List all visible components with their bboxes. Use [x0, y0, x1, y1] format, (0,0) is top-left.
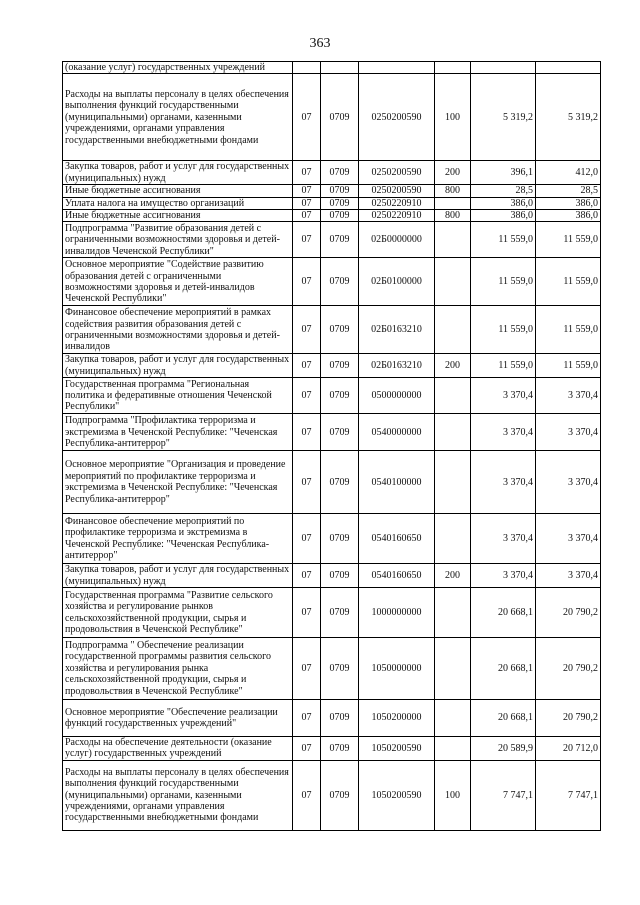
- cell-vr: [435, 588, 471, 638]
- cell-name: Расходы на обеспечение деятельности (оказание услуг) государственных учреждений: [63, 737, 293, 761]
- cell-vr: 200: [435, 564, 471, 588]
- cell-v1: 20 668,1: [471, 700, 536, 737]
- cell-name: Уплата налога на имущество организаций: [63, 197, 293, 209]
- cell-sub: 0709: [321, 210, 359, 222]
- cell-vr: [435, 737, 471, 761]
- cell-v1: 7 747,1: [471, 760, 536, 830]
- cell-v2: 3 370,4: [536, 414, 601, 451]
- cell-csr: 0540100000: [359, 451, 435, 514]
- cell-sec: 07: [293, 588, 321, 638]
- cell-sec: 07: [293, 760, 321, 830]
- cell-v2: 20 790,2: [536, 588, 601, 638]
- cell-sec: 07: [293, 700, 321, 737]
- cell-name: Подпрограмма " Обеспечение реализации государственной программы развития сельского хозяйства и регулирования рынка сельскохозяйственной продукции, сырья и продовольствия в Чеченской Республике": [63, 638, 293, 700]
- table-row: [63, 74, 601, 161]
- cell-name: Основное мероприятие "Содействие развитию образования детей с ограниченными возможностями здоровья и детей-инвалидов Чеченской Республики": [63, 258, 293, 306]
- cell-csr: 0500000000: [359, 378, 435, 414]
- cell-v1: 28,5: [471, 185, 536, 197]
- page-number: 363: [309, 36, 331, 51]
- cell-vr: [435, 222, 471, 258]
- table-row: [63, 737, 601, 761]
- cell-sub: 0709: [321, 564, 359, 588]
- cell-name: Государственная программа "Региональная политика и федеративные отношения Чеченской Республики": [63, 378, 293, 414]
- cell-v1: 3 370,4: [471, 451, 536, 514]
- table-row: [63, 161, 601, 185]
- cell-v2: 7 747,1: [536, 760, 601, 830]
- table-row: [63, 414, 601, 451]
- table-row: [63, 62, 601, 74]
- cell-v1: 20 668,1: [471, 588, 536, 638]
- cell-v1: 386,0: [471, 197, 536, 209]
- cell-name: Закупка товаров, работ и услуг для государственных (муниципальных) нужд: [63, 564, 293, 588]
- table-row: [63, 222, 601, 258]
- cell-vr: 200: [435, 161, 471, 185]
- cell-sub: 0709: [321, 306, 359, 354]
- cell-sec: 07: [293, 378, 321, 414]
- cell-vr: [435, 451, 471, 514]
- table-row: [63, 514, 601, 564]
- cell-v2: 386,0: [536, 197, 601, 209]
- cell-sub: 0709: [321, 414, 359, 451]
- budget-table: [62, 61, 601, 831]
- cell-sub: 0709: [321, 185, 359, 197]
- cell-csr: 0250220910: [359, 210, 435, 222]
- table-row: [63, 451, 601, 514]
- cell-vr: 100: [435, 760, 471, 830]
- cell-vr: 800: [435, 210, 471, 222]
- cell-v1: [471, 62, 536, 74]
- cell-sec: 07: [293, 564, 321, 588]
- table-row: [63, 306, 601, 354]
- cell-csr: 0540160650: [359, 564, 435, 588]
- cell-sub: 0709: [321, 514, 359, 564]
- cell-sub: 0709: [321, 161, 359, 185]
- cell-vr: [435, 514, 471, 564]
- cell-sub: 0709: [321, 588, 359, 638]
- cell-name: Закупка товаров, работ и услуг для государственных (муниципальных) нужд: [63, 354, 293, 378]
- cell-csr: 1000000000: [359, 588, 435, 638]
- cell-name: Финансовое обеспечение мероприятий в рамках содействия развития образования детей с ограниченными возможностями здоровья и детей-инвалидов: [63, 306, 293, 354]
- cell-sec: 07: [293, 737, 321, 761]
- cell-v2: 5 319,2: [536, 74, 601, 161]
- cell-csr: 0540160650: [359, 514, 435, 564]
- cell-vr: [435, 62, 471, 74]
- cell-sec: 07: [293, 185, 321, 197]
- cell-v1: 20 668,1: [471, 638, 536, 700]
- cell-sub: 0709: [321, 737, 359, 761]
- cell-name: Подпрограмма "Профилактика терроризма и экстремизма в Чеченской Республике: "Чеченская Республика-антитеррор": [63, 414, 293, 451]
- cell-v1: 3 370,4: [471, 378, 536, 414]
- cell-name: Основное мероприятие "Обеспечение реализации функций государственных учреждений": [63, 700, 293, 737]
- cell-v2: [536, 62, 601, 74]
- cell-csr: 0250200590: [359, 161, 435, 185]
- cell-v2: 386,0: [536, 210, 601, 222]
- cell-vr: [435, 258, 471, 306]
- cell-v2: 3 370,4: [536, 451, 601, 514]
- cell-csr: 1050000000: [359, 638, 435, 700]
- cell-v2: 20 712,0: [536, 737, 601, 761]
- cell-sub: 0709: [321, 222, 359, 258]
- cell-name: Подпрограмма "Развитие образования детей с ограниченными возможностями здоровья и детей-инвалидов Чеченской Республики": [63, 222, 293, 258]
- cell-vr: 200: [435, 354, 471, 378]
- cell-sec: 07: [293, 210, 321, 222]
- cell-v2: 3 370,4: [536, 378, 601, 414]
- cell-vr: [435, 378, 471, 414]
- cell-v1: 396,1: [471, 161, 536, 185]
- cell-vr: 800: [435, 185, 471, 197]
- cell-csr: [359, 62, 435, 74]
- cell-v2: 412,0: [536, 161, 601, 185]
- cell-v1: 11 559,0: [471, 222, 536, 258]
- cell-v1: 386,0: [471, 210, 536, 222]
- cell-v1: 5 319,2: [471, 74, 536, 161]
- table-row: [63, 354, 601, 378]
- cell-vr: 100: [435, 74, 471, 161]
- cell-v2: 20 790,2: [536, 700, 601, 737]
- cell-sub: 0709: [321, 258, 359, 306]
- cell-v1: 3 370,4: [471, 564, 536, 588]
- cell-sec: 07: [293, 74, 321, 161]
- cell-vr: [435, 638, 471, 700]
- cell-csr: 02Б0100000: [359, 258, 435, 306]
- cell-name: Расходы на выплаты персоналу в целях обеспечения выполнения функций государственными (муниципальными) органами, казенными учреждениями, органами управления государственными внебюджетными фондами: [63, 760, 293, 830]
- cell-sub: 0709: [321, 378, 359, 414]
- cell-sec: [293, 62, 321, 74]
- cell-name: Государственная программа "Развитие сельского хозяйства и регулирование рынков сельскохозяйственной продукции, сырья и продовольствия в Чеченской Республике": [63, 588, 293, 638]
- cell-v2: 28,5: [536, 185, 601, 197]
- cell-v2: 11 559,0: [536, 222, 601, 258]
- table-row: [63, 760, 601, 830]
- cell-v1: 11 559,0: [471, 258, 536, 306]
- cell-sub: 0709: [321, 638, 359, 700]
- cell-name: Иные бюджетные ассигнования: [63, 210, 293, 222]
- table-row: [63, 258, 601, 306]
- cell-name: Иные бюджетные ассигнования: [63, 185, 293, 197]
- cell-v2: 11 559,0: [536, 258, 601, 306]
- cell-v2: 11 559,0: [536, 306, 601, 354]
- cell-csr: 0250200590: [359, 74, 435, 161]
- budget-table-body: [63, 62, 601, 831]
- cell-csr: 0540000000: [359, 414, 435, 451]
- cell-sec: 07: [293, 354, 321, 378]
- cell-v1: 11 559,0: [471, 306, 536, 354]
- cell-name: (оказание услуг) государственных учреждений: [63, 62, 293, 74]
- table-row: [63, 378, 601, 414]
- cell-sub: 0709: [321, 197, 359, 209]
- cell-csr: 1050200590: [359, 737, 435, 761]
- cell-sec: 07: [293, 451, 321, 514]
- cell-v2: 3 370,4: [536, 514, 601, 564]
- cell-sub: 0709: [321, 354, 359, 378]
- cell-csr: 02Б0163210: [359, 354, 435, 378]
- cell-vr: [435, 700, 471, 737]
- table-row: [63, 700, 601, 737]
- cell-csr: 02Б0163210: [359, 306, 435, 354]
- cell-sub: [321, 62, 359, 74]
- table-row: [63, 588, 601, 638]
- cell-v2: 3 370,4: [536, 564, 601, 588]
- cell-sec: 07: [293, 514, 321, 564]
- cell-csr: 0250220910: [359, 197, 435, 209]
- cell-sub: 0709: [321, 760, 359, 830]
- cell-csr: 1050200590: [359, 760, 435, 830]
- table-row: [63, 197, 601, 209]
- cell-v1: 11 559,0: [471, 354, 536, 378]
- cell-name: Закупка товаров, работ и услуг для государственных (муниципальных) нужд: [63, 161, 293, 185]
- cell-vr: [435, 306, 471, 354]
- cell-name: Финансовое обеспечение мероприятий по профилактике терроризма и экстремизма в Чеченской Республике: "Чеченская Республика-антитеррор": [63, 514, 293, 564]
- cell-v1: 3 370,4: [471, 414, 536, 451]
- cell-v1: 20 589,9: [471, 737, 536, 761]
- cell-sub: 0709: [321, 700, 359, 737]
- cell-sec: 07: [293, 306, 321, 354]
- cell-v2: 11 559,0: [536, 354, 601, 378]
- cell-v1: 3 370,4: [471, 514, 536, 564]
- cell-sec: 07: [293, 414, 321, 451]
- cell-sub: 0709: [321, 74, 359, 161]
- cell-csr: 0250200590: [359, 185, 435, 197]
- cell-csr: 1050200000: [359, 700, 435, 737]
- cell-sec: 07: [293, 197, 321, 209]
- cell-csr: 02Б0000000: [359, 222, 435, 258]
- cell-v2: 20 790,2: [536, 638, 601, 700]
- cell-sec: 07: [293, 161, 321, 185]
- cell-name: Расходы на выплаты персоналу в целях обеспечения выполнения функций государственными (муниципальными) органами, казенными учреждениями, органами управления государственными внебюджетными фондами: [63, 74, 293, 161]
- cell-vr: [435, 197, 471, 209]
- table-row: [63, 638, 601, 700]
- cell-sub: 0709: [321, 451, 359, 514]
- cell-sec: 07: [293, 222, 321, 258]
- cell-name: Основное мероприятие "Организация и проведение мероприятий по профилактике терроризма и экстремизма в Чеченской Республике: "Чеченская Республика-антитеррор": [63, 451, 293, 514]
- table-row: [63, 564, 601, 588]
- cell-sec: 07: [293, 638, 321, 700]
- table-row: [63, 185, 601, 197]
- table-row: [63, 210, 601, 222]
- cell-vr: [435, 414, 471, 451]
- cell-sec: 07: [293, 258, 321, 306]
